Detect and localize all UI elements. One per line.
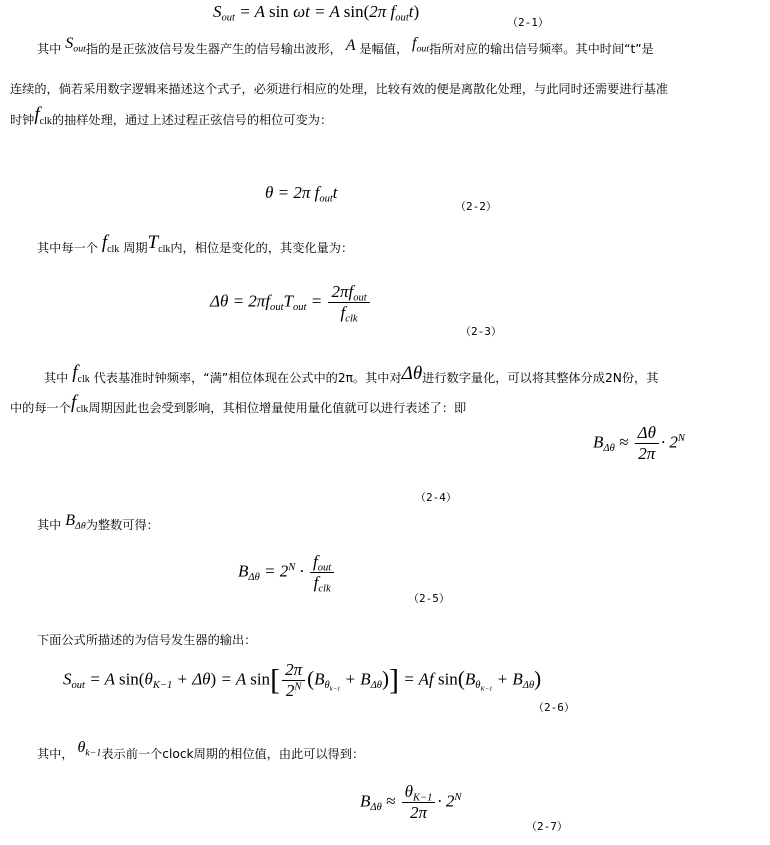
f-out-symbol: $f_{out}$ <box>412 35 430 55</box>
equation-2-1: $S_{out} = A$ sin ωt = A sin(2π $f_{out}t$) <box>213 2 420 24</box>
text: 进行数字量化，可以将其整体分成2N份，其 <box>422 371 659 385</box>
equation-2-2: θ = 2π $f_{out}t$ <box>265 183 338 205</box>
equation-label-2-7: （2-7） <box>526 820 568 833</box>
equation-label-2-1: （2-1） <box>507 16 549 29</box>
fraction: $\frac{2\pi f_{out}}{f_{clk}}$ <box>328 282 369 323</box>
f-clk-symbol: f <box>72 362 78 383</box>
paragraph-1-line-3 <box>10 104 333 131</box>
clk-subscript: clk <box>77 374 90 385</box>
text: 是幅值， <box>359 42 409 56</box>
f-clk-symbol: f <box>70 392 77 413</box>
a-symbol: A <box>345 37 356 54</box>
text: 其中 <box>44 371 69 385</box>
text: 时钟 <box>10 113 35 127</box>
fraction: $\frac{\theta_{K-1}}{2\pi}$ <box>402 782 436 823</box>
text: 的抽样处理，通过上述过程正弦信号的相位可变为： <box>51 113 333 127</box>
paragraph-1-line-1 <box>37 35 654 58</box>
equation-2-4: $B_{\Delta\theta}$ ≈ $\frac{\Delta\theta}{2\pi}$ · $2^N$ <box>593 423 685 463</box>
equation-2-3: $\Delta\theta = 2\pi f_{out}T_{out}$ = $\frac{2\pi f_{out}}{f_{clk}}$ <box>210 282 372 323</box>
clk-subscript: clk <box>107 244 120 255</box>
f-clk-symbol: f <box>34 104 40 125</box>
text: 中的每一个 <box>10 401 71 415</box>
text: 周期因此也会受到影响，其相位增量使用量化值就可以进行表述了：即 <box>88 401 467 415</box>
text: 其中 <box>37 518 62 532</box>
paragraph-6 <box>37 739 365 763</box>
equation-label-2-5: （2-5） <box>408 592 450 605</box>
equation-2-7: $B_{\Delta\theta}$ ≈ $\frac{\theta_{K-1}}{2\pi}$ · $2^N$ <box>360 782 462 822</box>
f-clk-symbol: f <box>101 232 108 253</box>
s-out-symbol: $S_{out}$ <box>65 35 86 55</box>
text: 其中， <box>37 747 74 761</box>
text: 指的是正弦波信号发生器产生的信号输出波形， <box>85 42 342 56</box>
text: 指所对应的输出信号频率。其中时间“t”是 <box>429 42 654 56</box>
equation-2-5: $B_{\Delta\theta} = 2^N$ · $\frac{f_{out}}{f_{clk}}$ <box>238 552 336 593</box>
text: 为整数可得： <box>85 518 159 532</box>
text: 周期 <box>123 241 148 255</box>
paragraph-3-line-1 <box>44 362 659 389</box>
equation-label-2-2: （2-2） <box>455 200 497 213</box>
clk-subscript: clk <box>158 244 171 255</box>
text: 内，相位是变化的，其变化量为： <box>170 241 354 255</box>
fraction: $\frac{f_{out}}{f_{clk}}$ <box>310 552 334 593</box>
clk-subscript: clk <box>76 404 89 415</box>
equation-2-6: $S_{out} = A$ $\sin(\theta_{K-1} + \Delta\theta) = A$ sin[ $\frac{2\pi}{2^N}$ $(B_{\theta_{k-1}} + B_{\Delta\theta})] = Af$ $\sin(B_{\theta_{K-1}} + B_{\Delta\theta})$ <box>63 660 542 700</box>
theta-k-minus-1-symbol: $\theta_{k-1}$ <box>77 739 102 759</box>
fraction: $\frac{2\pi}{2^N}$ <box>282 660 305 701</box>
equation-label-2-4: （2-4） <box>415 491 457 504</box>
b-delta-theta-symbol: $B_{\Delta\theta}$ <box>65 512 86 532</box>
text: 其中每一个 <box>37 241 98 255</box>
delta-theta-symbol: Δθ <box>401 363 423 384</box>
text: 代表基准时钟频率，“满”相位体现在公式中的2π。其中对 <box>93 371 402 385</box>
equation-label-2-6: （2-6） <box>533 701 575 714</box>
paragraph-2 <box>37 232 354 259</box>
paragraph-5: 下面公式所描述的为信号发生器的输出： <box>37 633 257 647</box>
text: 其中 <box>37 42 62 56</box>
t-clk-symbol: T <box>147 232 159 253</box>
paragraph-4 <box>37 512 159 534</box>
paragraph-3-line-2 <box>10 392 467 419</box>
text: 表示前一个clock周期的相位值，由此可以得到： <box>101 747 365 761</box>
paragraph-1-line-2: 连续的，倘若采用数字逻辑来描述这个式子，必须进行相应的处理，比较有效的便是离散化处理，与此同时还需要进行基准 <box>10 82 669 96</box>
fraction: $\frac{\Delta\theta}{2\pi}$ <box>635 423 659 464</box>
equation-label-2-3: （2-3） <box>460 325 502 338</box>
clk-subscript: clk <box>39 116 52 127</box>
